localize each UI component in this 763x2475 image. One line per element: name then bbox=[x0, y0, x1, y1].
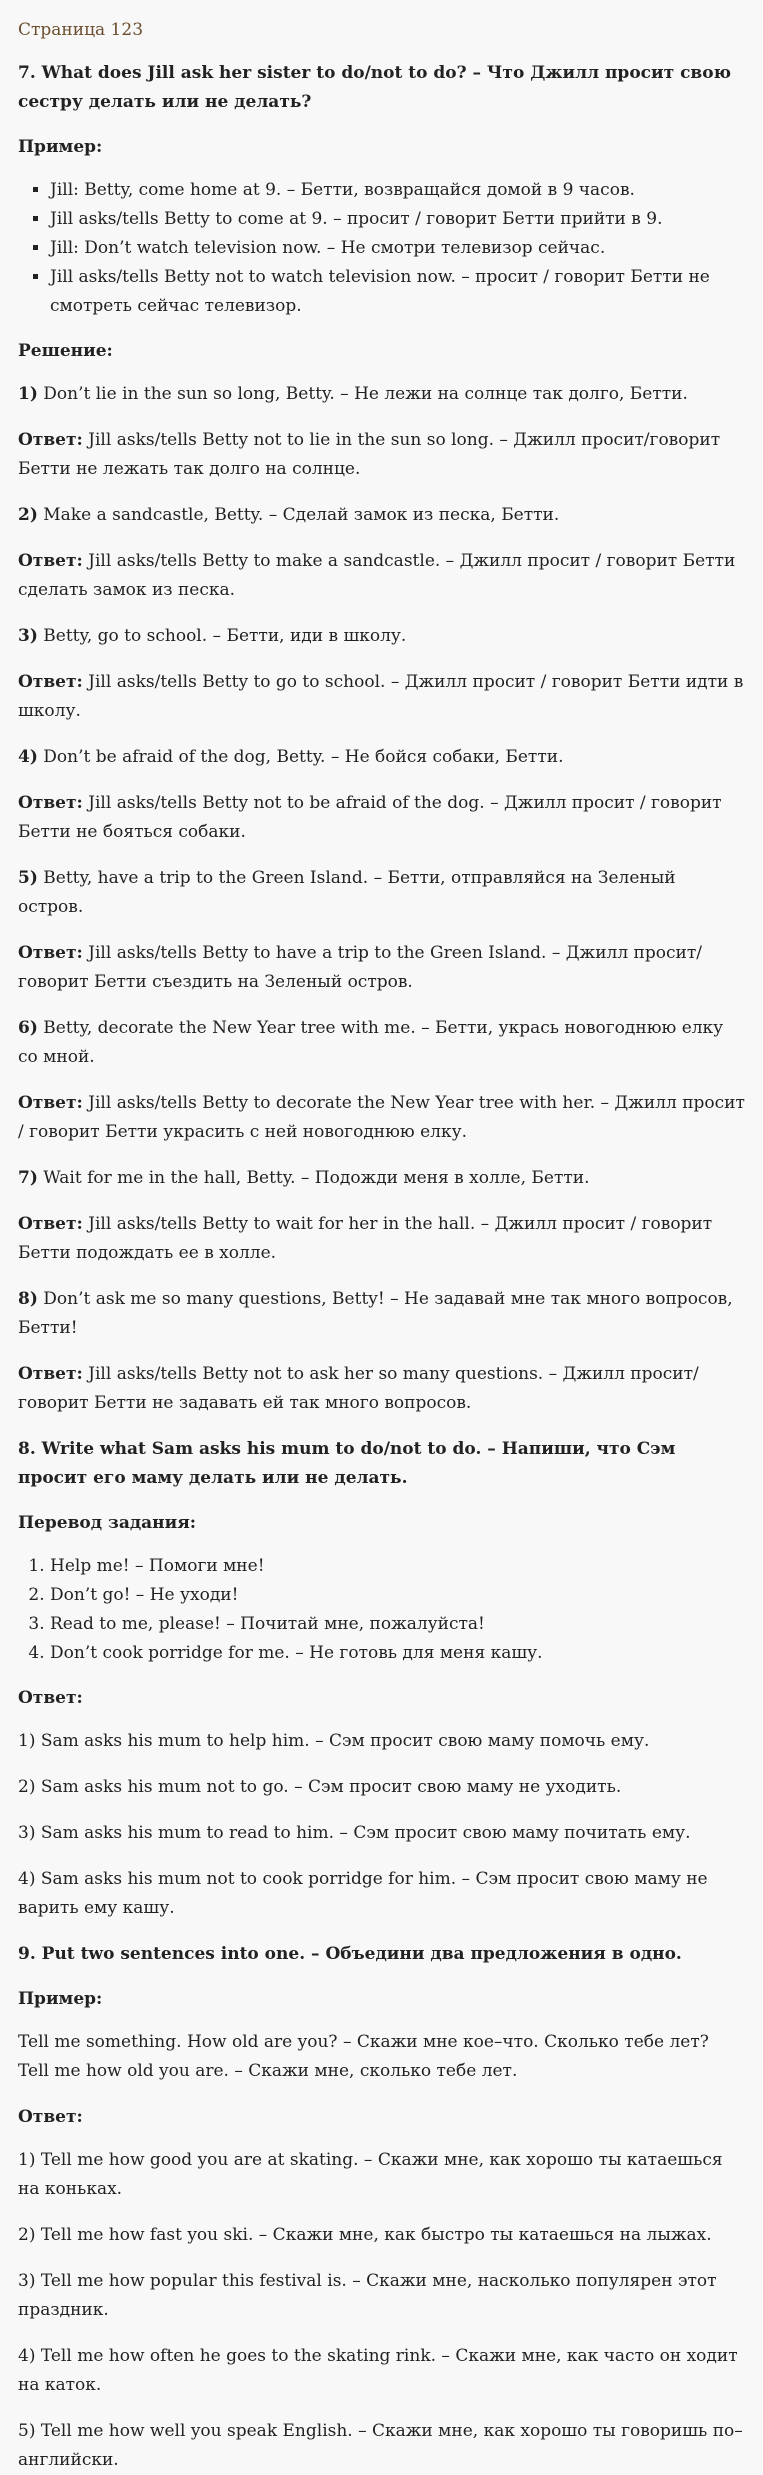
task-9-answer-5: 5) Tell me how well you speak English. – Скажи мне, как хорошо ты говоришь по–английски. bbox=[18, 2421, 743, 2470]
list-item: 3. Read to me, please! – Почитай мне, пожалуйста! bbox=[50, 1610, 745, 1639]
task-8-answer-3: 3) Sam asks his mum to read to him. – Сэм просит свою маму почитать ему. bbox=[18, 1823, 691, 1843]
list-item: ▪ Jill asks/tells Betty not to watch television now. – просит / говорит Бетти не смотреть сейчас телевизор. bbox=[50, 263, 745, 321]
task-7-answer-7 bbox=[18, 1210, 745, 1268]
task-8-answer-4: 4) Sam asks his mum not to cook porridge for him. – Сэм просит свою маму не варить ему кашу. bbox=[18, 1869, 708, 1918]
answer-text: Jill asks/tells Betty to make a sandcastle. – Джилл просит / говорит Бетти сделать замок из песка. bbox=[18, 551, 736, 600]
task-7-example-label: Пример: bbox=[18, 137, 103, 157]
list-item: 2. Don’t go! – Не уходи! bbox=[50, 1581, 745, 1610]
question-text: Wait for me in the hall, Betty. – Подожди меня в холле, Бетти. bbox=[37, 1168, 590, 1188]
answer-label: Ответ: bbox=[18, 793, 83, 813]
answer-label: Ответ: bbox=[18, 943, 83, 963]
task-9-answer-2: 2) Tell me how fast you ski. – Скажи мне, как быстро ты катаешься на лыжах. bbox=[18, 2225, 712, 2245]
list-item: 4. Don’t cook porridge for me. – Не готовь для меня кашу. bbox=[50, 1639, 745, 1668]
task-7-question-7 bbox=[18, 1164, 745, 1193]
answer-text: Jill asks/tells Betty not to ask her so many questions. – Джилл просит/говорит Бетти не задавать ей так много вопросов. bbox=[18, 1364, 699, 1413]
list-item: ▪ Jill: Betty, come home at 9. – Бетти, возвращайся домой в 9 часов. bbox=[50, 176, 745, 205]
answer-text: Jill asks/tells Betty not to be afraid of the dog. – Джилл просит / говорит Бетти не бояться собаки. bbox=[18, 793, 722, 842]
task-7-example-list bbox=[18, 176, 745, 321]
question-text: Betty, have a trip to the Green Island. – Бетти, отправляйся на Зеленый остров. bbox=[18, 868, 676, 917]
item-number: 5) bbox=[18, 868, 38, 888]
question-text: Betty, decorate the New Year tree with me. – Бетти, укрась новогоднюю елку со мной. bbox=[18, 1018, 724, 1067]
answer-label: Ответ: bbox=[18, 1214, 83, 1234]
task-7-answer-8 bbox=[18, 1360, 745, 1418]
task-7-question-3 bbox=[18, 622, 745, 651]
item-number: 1) bbox=[18, 384, 38, 404]
task-7-answer-1 bbox=[18, 426, 745, 484]
task-9-answer-1: 1) Tell me how good you are at skating. – Скажи мне, как хорошо ты катаешься на коньках. bbox=[18, 2150, 723, 2199]
task-7-question-2 bbox=[18, 501, 745, 530]
answer-label: Ответ: bbox=[18, 672, 83, 692]
answer-text: Jill asks/tells Betty not to lie in the sun so long. – Джилл просит/говорит Бетти не лежать так долго на солнце. bbox=[18, 430, 721, 479]
item-number: 8) bbox=[18, 1289, 38, 1309]
question-text: Don’t ask me so many questions, Betty! – Не задавай мне так много вопросов, Бетти! bbox=[18, 1289, 733, 1338]
item-number: 6) bbox=[18, 1018, 38, 1038]
task-8-answer-label: Ответ: bbox=[18, 1688, 83, 1708]
question-text: Don’t lie in the sun so long, Betty. – Не лежи на солнце так долго, Бетти. bbox=[37, 384, 688, 404]
list-item: 1. Help me! – Помоги мне! bbox=[50, 1552, 745, 1581]
task-9-answer-label: Ответ: bbox=[18, 2107, 83, 2127]
task-7-solution-label: Решение: bbox=[18, 341, 113, 361]
task-7-question-4 bbox=[18, 743, 745, 772]
answer-text: Jill asks/tells Betty to decorate the New Year tree with her. – Джилл просит / говорит Бетти украсить с ней новогоднюю елку. bbox=[18, 1093, 745, 1142]
task-8-translation-list bbox=[18, 1552, 745, 1668]
task-7-question-1 bbox=[18, 380, 745, 409]
task-9-answer-4: 4) Tell me how often he goes to the skating rink. – Скажи мне, как часто он ходит на каток. bbox=[18, 2346, 738, 2395]
task-7-answer-2 bbox=[18, 547, 745, 605]
item-number: 3) bbox=[18, 626, 38, 646]
answer-label: Ответ: bbox=[18, 1364, 83, 1384]
task-7-question-5 bbox=[18, 864, 745, 922]
answer-label: Ответ: bbox=[18, 430, 83, 450]
task-7-heading: 7. What does Jill ask her sister to do/not to do? – Что Джилл просит свою сестру делать или не делать? bbox=[18, 63, 732, 112]
example-line-1: Tell me something. How old are you? – Скажи мне кое–что. Сколько тебе лет? bbox=[18, 2032, 709, 2052]
task-7-answer-4 bbox=[18, 789, 745, 847]
question-text: Don’t be afraid of the dog, Betty. – Не бойся собаки, Бетти. bbox=[37, 747, 564, 767]
task-9-example bbox=[18, 2028, 745, 2086]
task-7-answer-6 bbox=[18, 1089, 745, 1147]
task-9-answer-3: 3) Tell me how popular this festival is. – Скажи мне, насколько популярен этот праздник. bbox=[18, 2271, 717, 2320]
task-8-translation-label: Перевод задания: bbox=[18, 1513, 197, 1533]
task-9-example-label: Пример: bbox=[18, 1989, 103, 2009]
answer-text: Jill asks/tells Betty to wait for her in the hall. – Джилл просит / говорит Бетти подождать ее в холле. bbox=[18, 1214, 713, 1263]
question-text: Betty, go to school. – Бетти, иди в школу. bbox=[37, 626, 407, 646]
task-8-answer-1: 1) Sam asks his mum to help him. – Сэм просит свою маму помочь ему. bbox=[18, 1731, 650, 1751]
answer-text: Jill asks/tells Betty to have a trip to the Green Island. – Джилл просит/говорит Бетти съездить на Зеленый остров. bbox=[18, 943, 702, 992]
answer-label: Ответ: bbox=[18, 1093, 83, 1113]
example-line-2: Tell me how old you are. – Скажи мне, сколько тебе лет. bbox=[18, 2061, 518, 2081]
list-item: ▪ Jill: Don’t watch television now. – Не смотри телевизор сейчас. bbox=[50, 234, 745, 263]
task-7-answer-5 bbox=[18, 939, 745, 997]
item-number: 2) bbox=[18, 505, 38, 525]
question-text: Make a sandcastle, Betty. – Сделай замок из песка, Бетти. bbox=[37, 505, 560, 525]
item-number: 4) bbox=[18, 747, 38, 767]
answer-text: Jill asks/tells Betty to go to school. – Джилл просит / говорит Бетти идти в школу. bbox=[18, 672, 744, 721]
task-9-heading: 9. Put two sentences into one. – Объедини два предложения в одно. bbox=[18, 1944, 682, 1964]
task-7-question-8 bbox=[18, 1285, 745, 1343]
page-number-label: Страница 123 bbox=[18, 20, 144, 40]
task-8-heading: 8. Write what Sam asks his mum to do/not to do. – Напиши, что Сэм просит его маму делать или не делать. bbox=[18, 1439, 676, 1488]
item-number: 7) bbox=[18, 1168, 38, 1188]
list-item: ▪ Jill asks/tells Betty to come at 9. – просит / говорит Бетти прийти в 9. bbox=[50, 205, 745, 234]
task-7-question-6 bbox=[18, 1014, 745, 1072]
answer-label: Ответ: bbox=[18, 551, 83, 571]
task-8-answer-2: 2) Sam asks his mum not to go. – Сэм просит свою маму не уходить. bbox=[18, 1777, 622, 1797]
task-7-answer-3 bbox=[18, 668, 745, 726]
